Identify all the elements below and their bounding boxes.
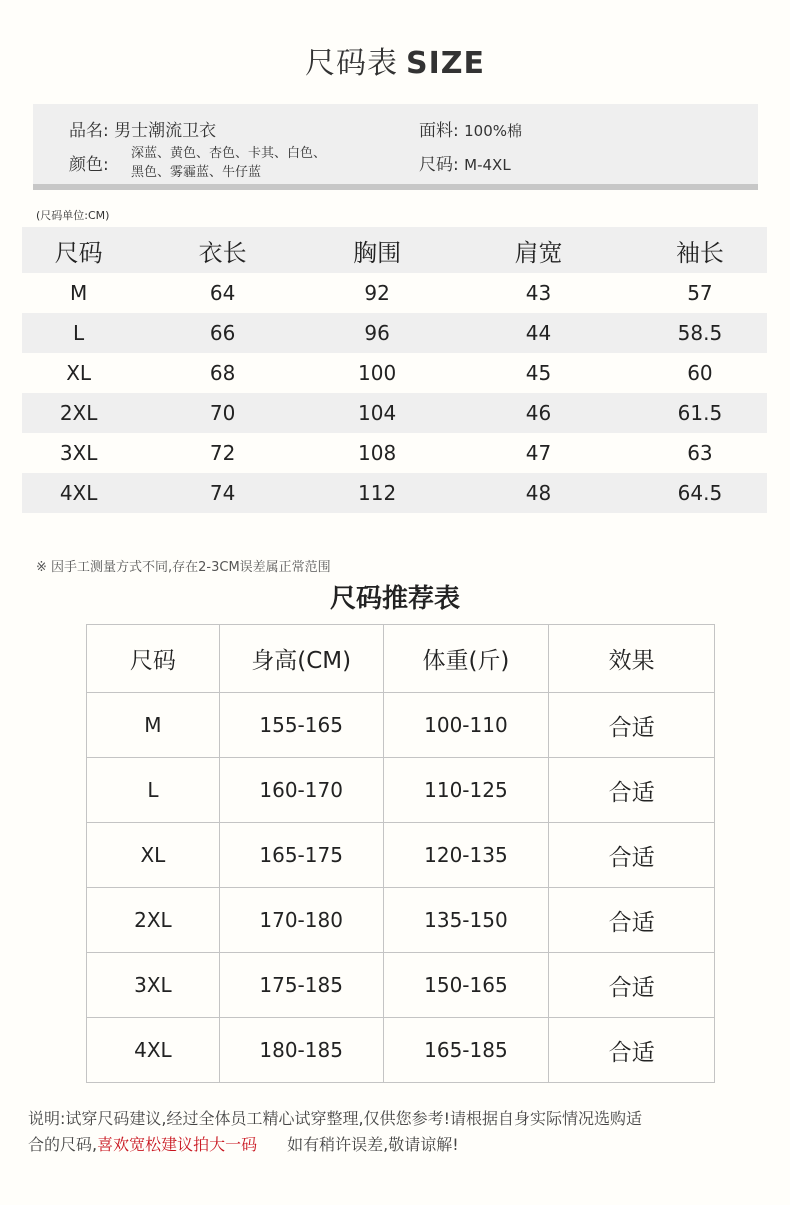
table-cell: 64.5 bbox=[677, 481, 723, 505]
footer-line-1: 说明:试穿尺码建议,经过全体员工精心试穿整理,仅供您参考!请根据自身实际情况选购适 bbox=[28, 1109, 642, 1128]
table-cell: 2XL bbox=[87, 888, 220, 953]
table-cell: 120-135 bbox=[383, 823, 549, 888]
table-cell: 96 bbox=[364, 321, 390, 345]
table-cell: 合适 bbox=[549, 758, 715, 823]
table-cell: 70 bbox=[209, 401, 236, 425]
table-cell: 46 bbox=[525, 401, 552, 425]
title-cn: 尺码表 bbox=[304, 46, 398, 81]
table-cell: 合适 bbox=[549, 693, 715, 758]
table-row bbox=[22, 353, 767, 393]
table-row bbox=[87, 953, 715, 1018]
product-name-row bbox=[69, 116, 216, 141]
table-cell: 112 bbox=[358, 481, 397, 505]
table-cell: 48 bbox=[525, 481, 552, 505]
table-cell: 63 bbox=[687, 441, 713, 465]
table-row bbox=[87, 823, 715, 888]
product-info-box bbox=[33, 104, 758, 190]
recommendation-title: 尺码推荐表 bbox=[329, 584, 460, 614]
table-cell: 100-110 bbox=[383, 693, 549, 758]
table-cell: L bbox=[87, 758, 220, 823]
unit-note: (尺码单位:CM) bbox=[36, 209, 110, 222]
table-cell: 135-150 bbox=[383, 888, 549, 953]
measure-note: ※ 因手工测量方式不同,存在2-3CM误差属正常范围 bbox=[36, 560, 331, 575]
size-range-row bbox=[419, 150, 511, 175]
size-table-header bbox=[22, 227, 767, 273]
table-cell: 60 bbox=[687, 361, 713, 385]
table-cell: 155-165 bbox=[219, 693, 383, 758]
table-cell: 2XL bbox=[59, 401, 98, 425]
table-cell: 72 bbox=[209, 441, 236, 465]
table-row bbox=[87, 693, 715, 758]
header-cell: 体重(斤) bbox=[383, 625, 549, 693]
name-label: 品名: bbox=[69, 121, 109, 141]
table-row bbox=[22, 313, 767, 353]
table-cell: 57 bbox=[687, 281, 713, 305]
size-value: M-4XL bbox=[464, 156, 511, 174]
table-cell: 150-165 bbox=[383, 953, 549, 1018]
footer-note bbox=[28, 1106, 768, 1158]
rec-header-row bbox=[87, 625, 715, 693]
color-label: 颜色: bbox=[69, 155, 109, 175]
color-values bbox=[131, 144, 326, 182]
table-cell: L bbox=[73, 321, 85, 345]
header-cell: 袖长 bbox=[675, 238, 724, 267]
table-cell: 47 bbox=[525, 441, 552, 465]
header-cell: 尺码 bbox=[54, 238, 103, 267]
header-cell: 尺码 bbox=[87, 625, 220, 693]
table-cell: 合适 bbox=[549, 888, 715, 953]
fabric-row bbox=[419, 116, 522, 141]
table-cell: 58.5 bbox=[677, 321, 723, 345]
name-value: 男士潮流卫衣 bbox=[114, 121, 217, 141]
header-cell: 肩宽 bbox=[514, 238, 563, 267]
table-row bbox=[87, 1018, 715, 1083]
header-cell: 衣长 bbox=[198, 238, 247, 267]
footer-line-2-pre: 合的尺码, bbox=[28, 1135, 98, 1154]
table-cell: 175-185 bbox=[219, 953, 383, 1018]
fabric-value: 100%棉 bbox=[464, 122, 523, 140]
table-cell: 4XL bbox=[59, 481, 98, 505]
table-cell: 165-175 bbox=[219, 823, 383, 888]
title-en: SIZE bbox=[405, 46, 485, 81]
table-cell: 合适 bbox=[549, 823, 715, 888]
table-cell: 44 bbox=[525, 321, 552, 345]
table-cell: 92 bbox=[364, 281, 390, 305]
table-row bbox=[22, 393, 767, 433]
size-table bbox=[22, 227, 767, 513]
color-line-2: 黑色、雾霾蓝、牛仔蓝 bbox=[131, 165, 262, 180]
table-cell: 61.5 bbox=[677, 401, 723, 425]
page-title bbox=[0, 38, 790, 82]
table-cell: 3XL bbox=[87, 953, 220, 1018]
footer-highlight: 喜欢宽松建议拍大一码 bbox=[97, 1135, 258, 1154]
footer-line-2 bbox=[28, 1132, 768, 1158]
table-cell: 4XL bbox=[87, 1018, 220, 1083]
footer-line-2-post: 如有稍许误差,敬请谅解! bbox=[287, 1135, 459, 1154]
table-row bbox=[22, 273, 767, 313]
table-cell: 170-180 bbox=[219, 888, 383, 953]
table-row bbox=[22, 473, 767, 513]
table-cell: 108 bbox=[358, 441, 397, 465]
header-cell: 身高(CM) bbox=[219, 625, 383, 693]
table-row bbox=[87, 888, 715, 953]
size-label: 尺码: bbox=[419, 155, 459, 175]
header-cell: 效果 bbox=[549, 625, 715, 693]
table-cell: 74 bbox=[209, 481, 236, 505]
table-cell: 180-185 bbox=[219, 1018, 383, 1083]
table-cell: 160-170 bbox=[219, 758, 383, 823]
table-cell: 合适 bbox=[549, 1018, 715, 1083]
header-cell: 胸围 bbox=[353, 238, 402, 267]
color-line-1: 深蓝、黄色、杏色、卡其、白色、 bbox=[131, 146, 327, 161]
table-cell: 104 bbox=[358, 401, 397, 425]
table-cell: 110-125 bbox=[383, 758, 549, 823]
table-cell: 45 bbox=[525, 361, 552, 385]
table-row bbox=[87, 758, 715, 823]
table-cell: 64 bbox=[209, 281, 236, 305]
recommendation-table bbox=[86, 624, 715, 1083]
table-cell: XL bbox=[87, 823, 220, 888]
table-cell: 165-185 bbox=[383, 1018, 549, 1083]
table-cell: M bbox=[69, 281, 88, 305]
table-cell: 43 bbox=[525, 281, 552, 305]
table-cell: 合适 bbox=[549, 953, 715, 1018]
table-cell: M bbox=[87, 693, 220, 758]
table-cell: 3XL bbox=[59, 441, 98, 465]
table-cell: XL bbox=[66, 361, 92, 385]
table-row bbox=[22, 433, 767, 473]
table-cell: 100 bbox=[358, 361, 397, 385]
table-cell: 68 bbox=[209, 361, 236, 385]
table-cell: 66 bbox=[209, 321, 236, 345]
fabric-label: 面料: bbox=[419, 121, 459, 141]
